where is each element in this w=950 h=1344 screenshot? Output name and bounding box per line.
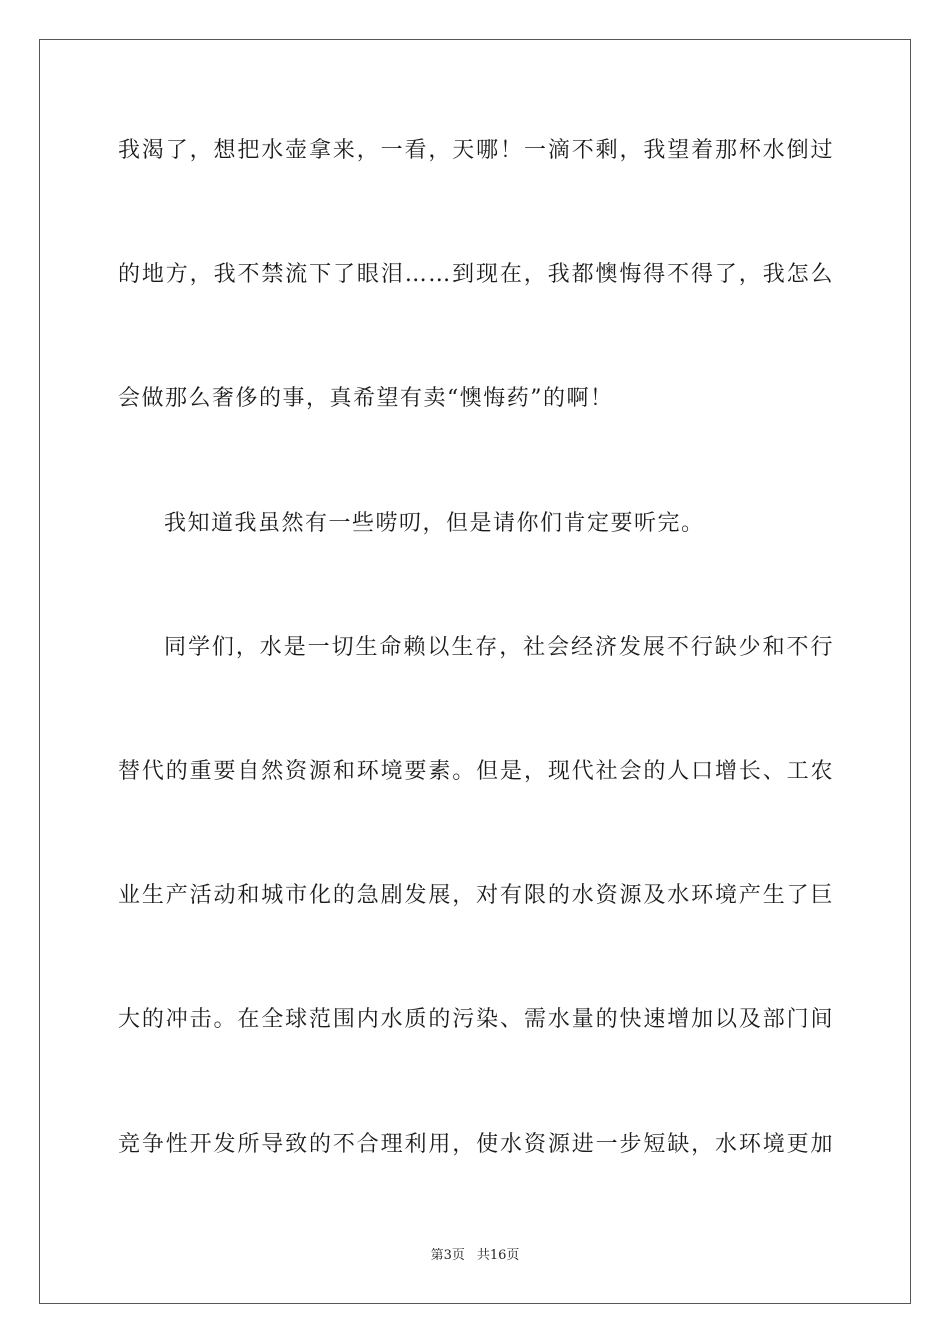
page-number: 第3页 [430,1248,465,1263]
paragraph-line: 替代的重要自然资源和环境要素。但是，现代社会的人口增长、工农 [118,759,834,784]
paragraph-line: 会做那么奢侈的事，真希望有卖“懊悔药”的啊！ [118,386,614,411]
page-frame [39,39,911,1304]
paragraph-line: 业生产活动和城市化的急剧发展，对有限的水资源及水环境产生了巨 [118,883,834,908]
page-total: 共16页 [476,1248,520,1263]
paragraph-line: 同学们，水是一切生命赖以生存，社会经济发展不行缺少和不行 [164,635,834,660]
paragraph-line: 我知道我虽然有一些唠叨，但是请你们肯定要听完。 [164,511,705,536]
paragraph-line: 竞争性开发所导致的不合理利用，使水资源进一步短缺，水环境更加 [118,1132,834,1157]
page-footer [0,1247,950,1265]
paragraph-line: 大的冲击。在全球范围内水质的污染、需水量的快速增加以及部门间 [118,1007,834,1032]
paragraph-line: 的地方，我不禁流下了眼泪……到现在，我都懊悔得不得了，我怎么 [118,262,834,287]
paragraph-line: 我渴了，想把水壶拿来，一看，天哪！一滴不剩，我望着那杯水倒过 [118,138,834,163]
